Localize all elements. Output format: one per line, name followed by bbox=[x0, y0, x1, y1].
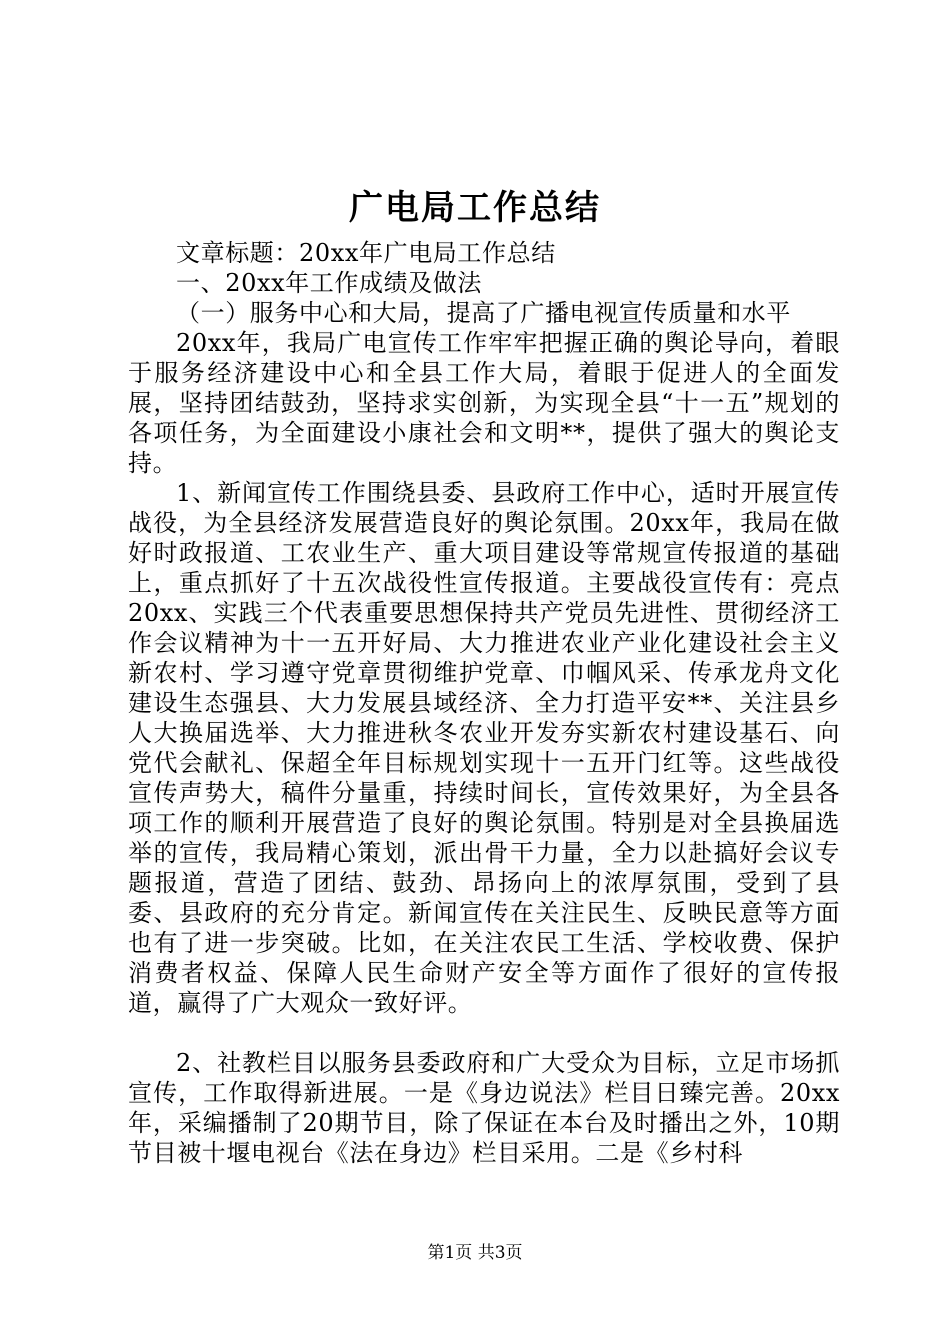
document-title: 广电局工作总结 bbox=[349, 188, 601, 228]
paragraph-spacer bbox=[128, 1018, 840, 1048]
paragraph-intro: 20xx年，我局广电宣传工作牢牢把握正确的舆论导向，着眼于服务经济建设中心和全县工作大局，着眼于促进人的全面发展，坚持团结鼓劲，坚持求实创新，为实现全县“十一五”规划的各项任务，为全面建设小康社会和文明**，提供了强大的舆论支持。 bbox=[128, 329, 840, 477]
subsection-heading: （一）服务中心和大局，提高了广播电视宣传质量和水平 bbox=[176, 299, 791, 327]
section-heading: 一、20xx年工作成绩及做法 bbox=[176, 269, 483, 297]
article-title-line: 文章标题：20xx年广电局工作总结 bbox=[176, 239, 556, 267]
paragraph-2: 2、社教栏目以服务县委政府和广大受众为目标，立足市场抓宣传，工作取得新进展。一是《身边说法》栏目日臻完善。20xx年，采编播制了20期节目，除了保证在本台及时播出之外，10期节目被十堰电视台《法在身边》栏目采用。二是《乡村科 bbox=[128, 1049, 840, 1167]
page-footer: 第1页 共3页 bbox=[427, 1243, 523, 1263]
paragraph-1: 1、新闻宣传工作围绕县委、县政府工作中心，适时开展宣传战役，为全县经济发展营造良好的舆论氛围。20xx年，我局在做好时政报道、工农业生产、重大项目建设等常规宣传报道的基础上，重点抓好了十五次战役性宣传报道。主要战役宣传有：亮点20xx、实践三个代表重要思想保持共产党员先进性、贯彻经济工作会议精神为十一五开好局、大力推进农业产业化建设社会主义新农村、学习遵守党章贯彻维护党章、巾帼风采、传承龙舟文化建设生态强县、大力发展县域经济、全力打造平安**、关注县乡人大换届选举、大力推进秋冬农业开发夯实新农村建设基石、向党代会献礼、保超全年目标规划实现十一五开门红等。这些战役宣传声势大，稿件分量重，持续时间长，宣传效果好，为全县各项工作的顺利开展营造了良好的舆论氛围。特别是对全县换届选举的宣传，我局精心策划，派出骨干力量，全力以赴搞好会议专题报道，营造了团结、鼓劲、昂扬向上的浓厚氛围，受到了县委、县政府的充分肯定。新闻宣传在关注民生、反映民意等方面也有了进一步突破。比如，在关注农民工生活、学校收费、保护消费者权益、保障人民生命财产安全等方面作了很好的宣传报道，赢得了广大观众一致好评。 bbox=[128, 479, 840, 1017]
document-body bbox=[128, 238, 840, 1168]
